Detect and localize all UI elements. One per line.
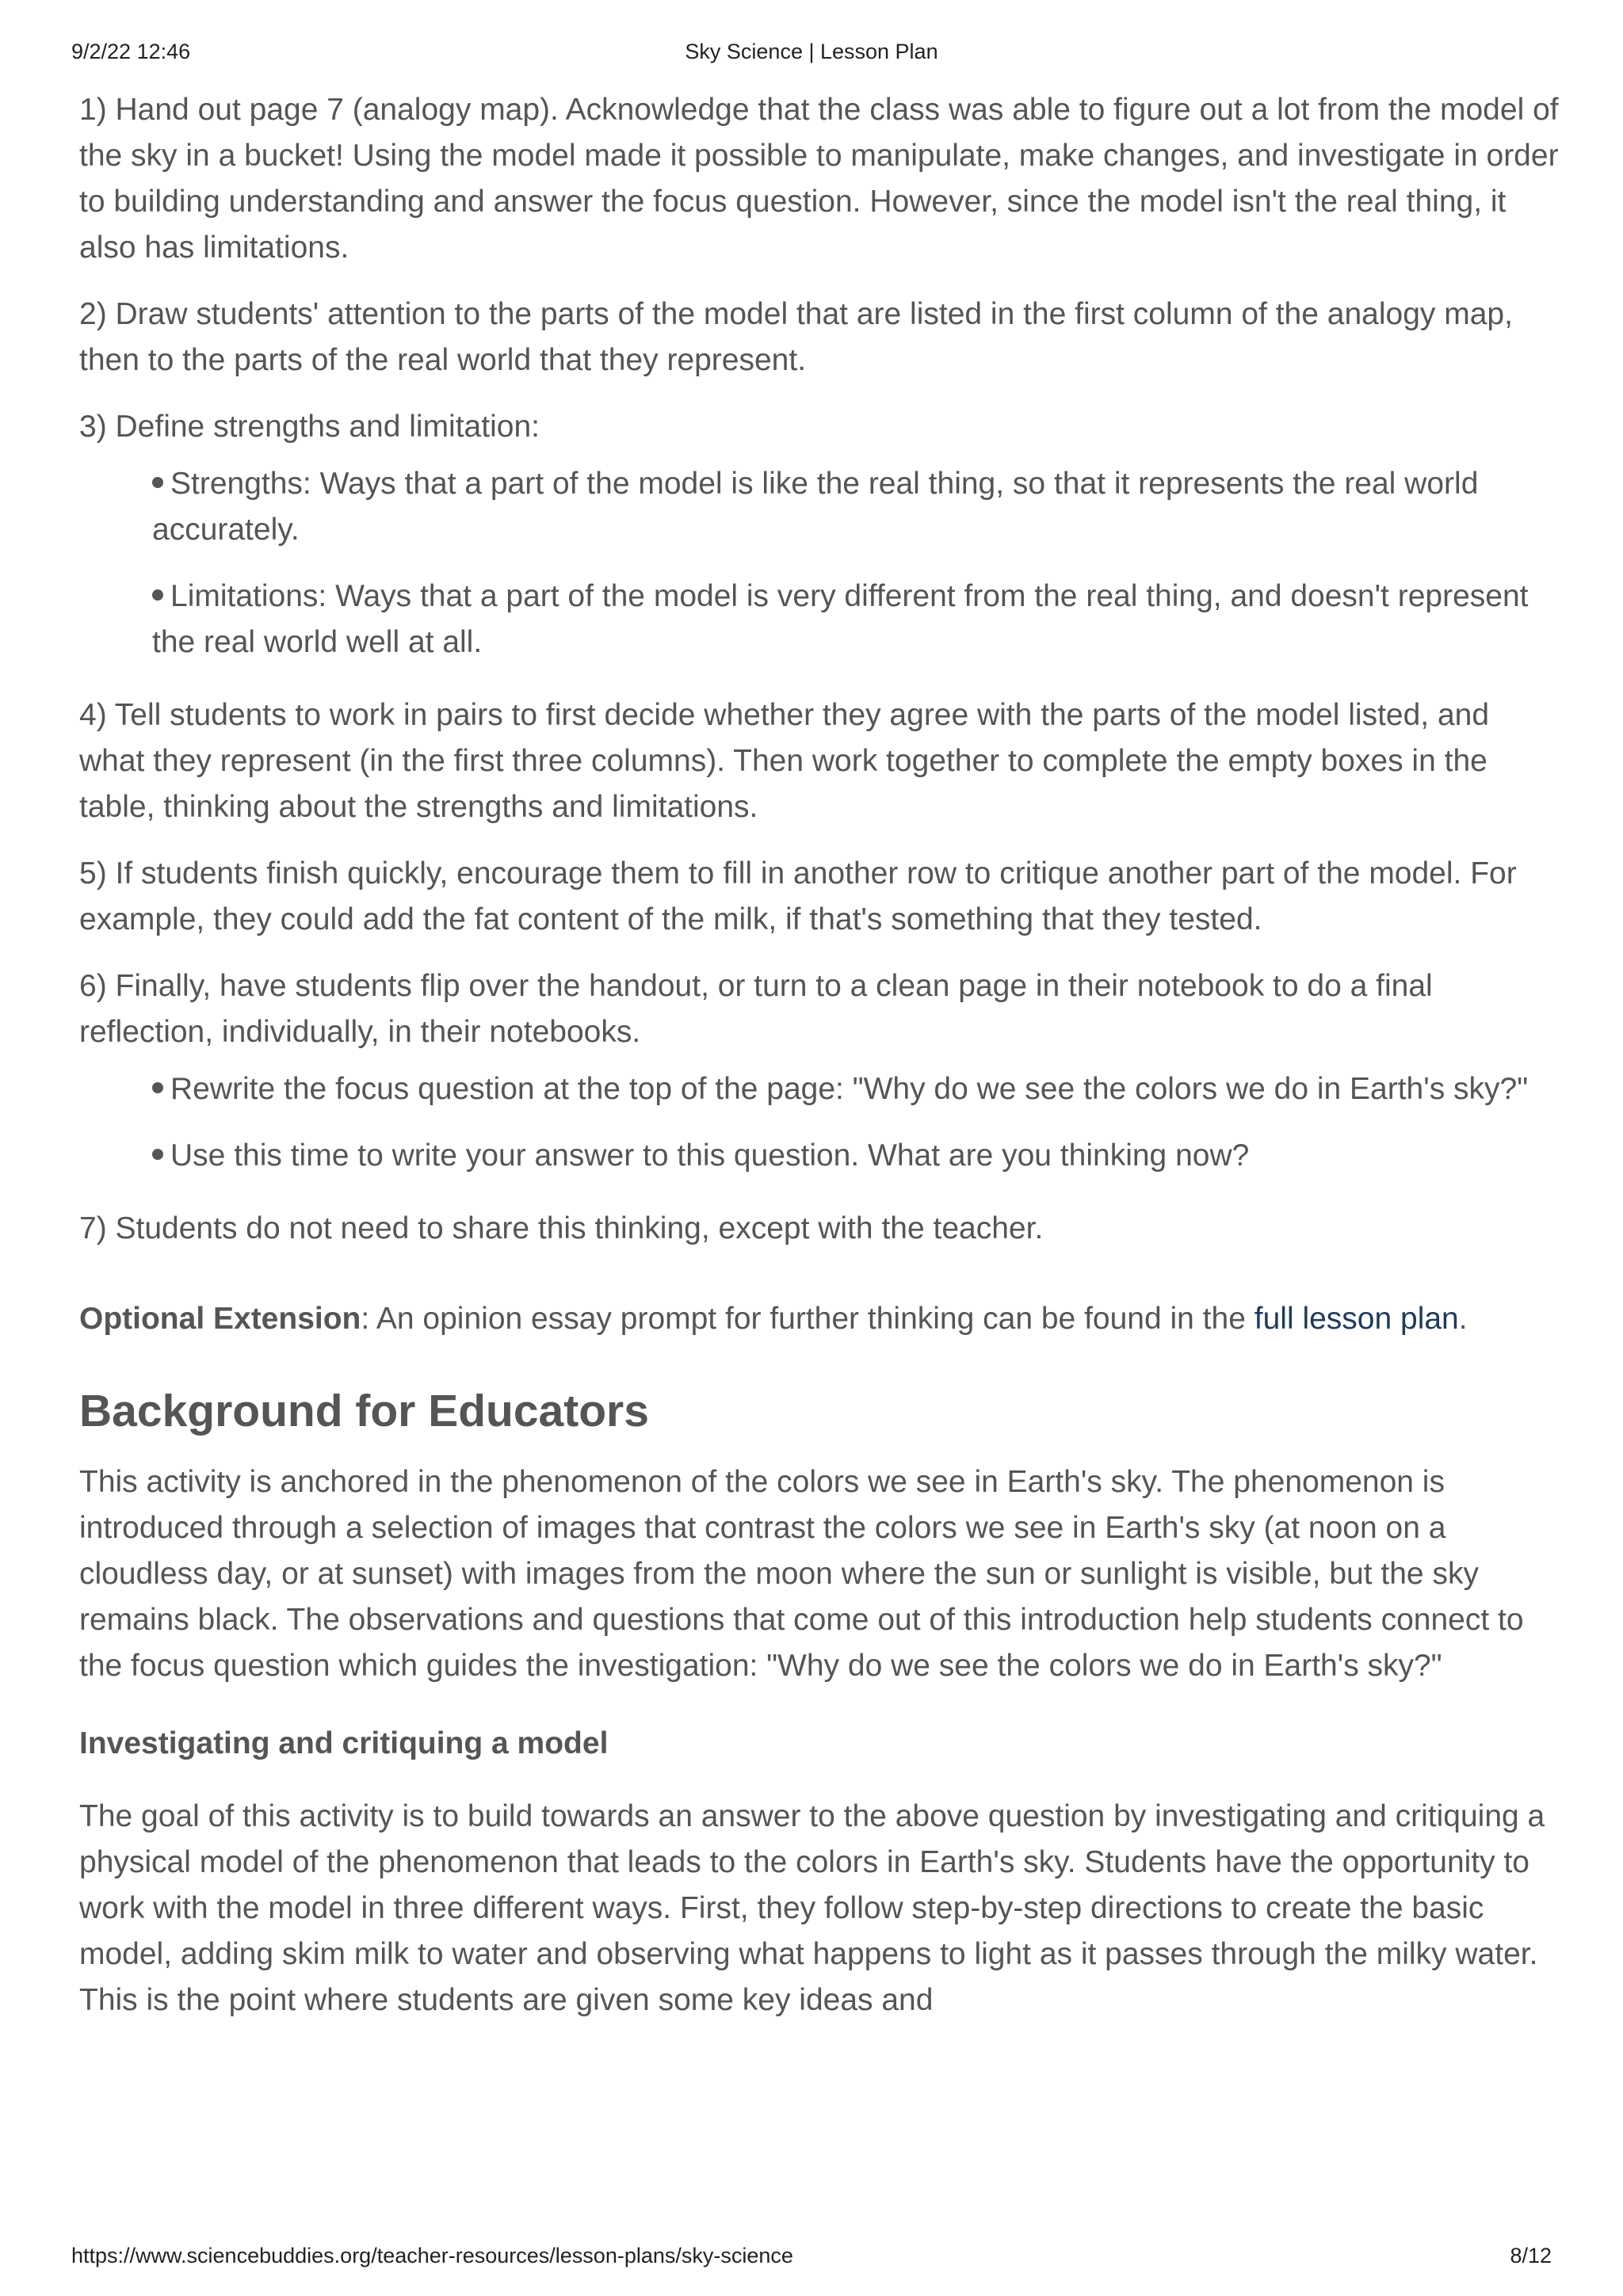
lesson-content (79, 87, 1561, 2023)
optional-extension-text: : An opinion essay prompt for further thinking can be found in the (361, 1302, 1254, 1336)
step-3: 3) Define strengths and limitation: (79, 410, 540, 444)
bullet-rewrite-text: Rewrite the focus question at the top of the page: "Why do we see the colors we do in Earth's sky?" (170, 1072, 1529, 1106)
bullet-answer (152, 1133, 1561, 1179)
step-2: 2) Draw students' attention to the parts of the model that are listed in the first column of the analogy map, then to the parts of the real world that they represent. (79, 297, 1513, 377)
bullet-dot-icon (152, 589, 163, 601)
print-page-number: 8/12 (1510, 2244, 1552, 2267)
step-4: 4) Tell students to work in pairs to first decide whether they agree with the parts of the model listed, and what they represent (in the first three columns). Then work together to complete the empty boxes in the table, thinking about the strengths and limitations. (79, 698, 1490, 824)
bullet-dot-icon (152, 1149, 163, 1160)
step-3-bullets (152, 461, 1561, 666)
step-5: 5) If students finish quickly, encourage them to fill in another row to critique another part of the model. For example, they could add the fat content of the milk, if that's something that they tested. (79, 856, 1517, 936)
print-footer (71, 2244, 1552, 2271)
bullet-limitations-text: Limitations: Ways that a part of the model is very different from the real thing, and doesn't represent the real world well at all. (152, 579, 1529, 659)
bullet-dot-icon (152, 477, 163, 488)
step-1: 1) Hand out page 7 (analogy map). Acknowledge that the class was able to figure out a lot from the model of the sky in a bucket! Using the model made it possible to manipulate, make changes, and investigate in order to building understanding and answer the focus question. However, since the model isn't the real thing, it also has limitations. (79, 93, 1559, 265)
background-heading: Background for Educators (79, 1386, 649, 1436)
step-6: 6) Finally, have students flip over the handout, or turn to a clean page in their notebook to do a final reflection, individually, in their notebooks. (79, 969, 1433, 1049)
background-paragraph-2: The goal of this activity is to build towards an answer to the above question by investigating and critiquing a physical model of the phenomenon that leads to the colors in Earth's sky. Students have the opportunity to work with the model in three different ways. First, they follow step-by-step directions to create the basic model, adding skim milk to water and observing what happens to light as it passes through the milky water. This is the point where students are given some key ideas and (79, 1799, 1545, 2017)
background-paragraph-1: This activity is anchored in the phenomenon of the colors we see in Earth's sky. The phenomenon is introduced through a selection of images that contrast the colors we see in Earth's sky (at noon on a cloudless day, or at sunset) with images from the moon where the sun or sunlight is visible, but the sky remains black. The observations and questions that come out of this introduction help students connect to the focus question which guides the investigation: "Why do we see the colors we do in Earth's sky?" (79, 1465, 1524, 1683)
bullet-rewrite (152, 1066, 1561, 1112)
optional-extension-end: . (1458, 1302, 1468, 1336)
bullet-strengths (152, 461, 1561, 553)
step-7: 7) Students do not need to share this thinking, except with the teacher. (79, 1211, 1044, 1245)
bullet-dot-icon (152, 1082, 163, 1093)
bullet-strengths-text: Strengths: Ways that a part of the model is like the real thing, so that it represents the real world accurately. (152, 467, 1479, 547)
print-header (71, 40, 1552, 67)
full-lesson-plan-link[interactable]: full lesson plan (1254, 1302, 1459, 1336)
bullet-answer-text: Use this time to write your answer to this question. What are you thinking now? (170, 1138, 1250, 1173)
step-6-bullets (152, 1066, 1561, 1179)
print-url: https://www.sciencebuddies.org/teacher-resources/lesson-plans/sky-science (71, 2244, 793, 2267)
optional-extension-label: Optional Extension (79, 1302, 361, 1336)
investigating-subheading: Investigating and critiquing a model (79, 1726, 609, 1760)
print-title: Sky Science | Lesson Plan (685, 40, 938, 63)
bullet-limitations (152, 574, 1561, 666)
print-datetime: 9/2/22 12:46 (71, 40, 191, 63)
optional-extension (79, 1296, 1561, 1342)
